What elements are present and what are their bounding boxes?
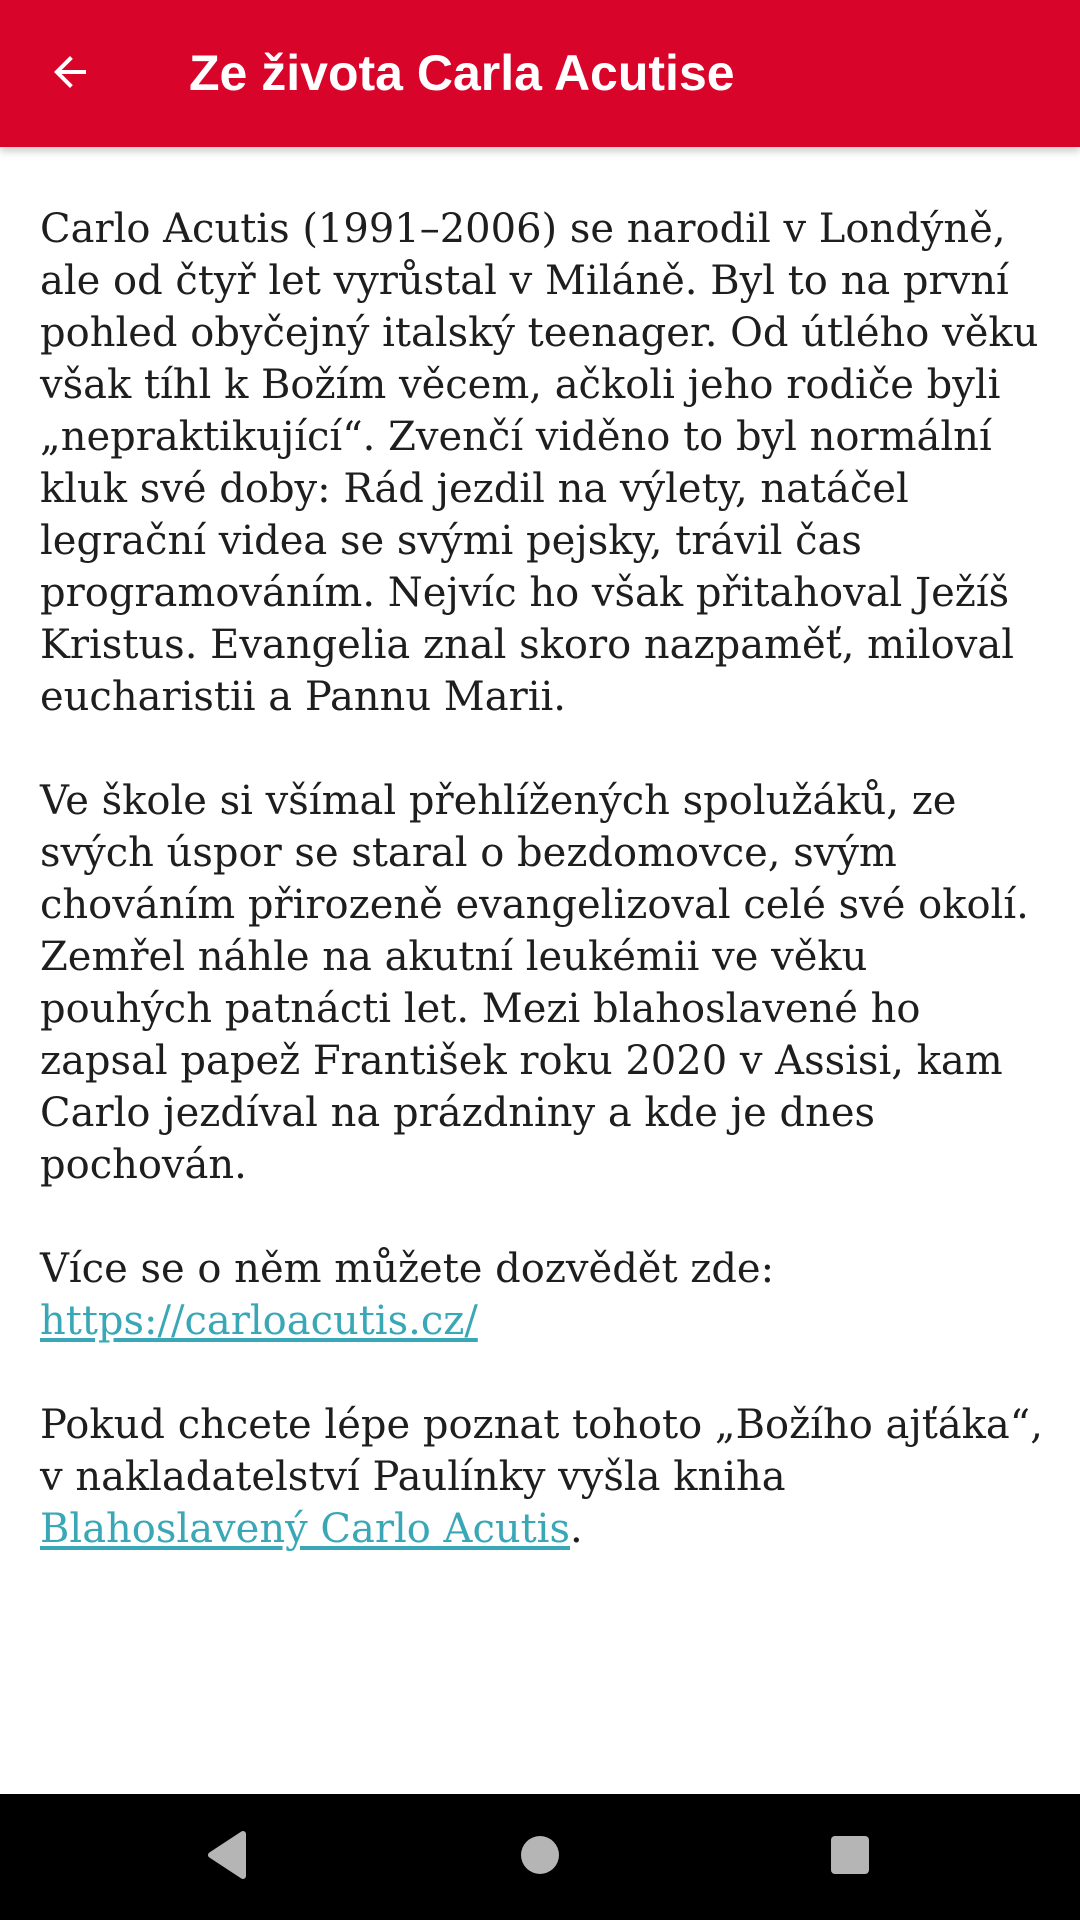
page-title: Ze života Carla Acutise [189,45,735,101]
book-link[interactable]: Blahoslavený Carlo Acutis [40,1506,570,1552]
article-paragraph: Carlo Acutis (1991–2006) se narodil v Londýně, ale od čtyř let vyrůstal v Miláně. Byl to na první pohled obyčejný italský teenager. Od útlého věku však tíhl k Božím věcem, ačkoli jeho rodiče byli „nepraktikující“. Zvenčí viděno to byl normální kluk své doby: Rád jezdil na výlety, natáčel legrační videa se svými pejsky, trávil čas programováním. Nejvíc ho však přitahoval Ježíš Kristus. Evangelia znal skoro nazpaměť, miloval eucharistii a Pannu Marii. [40,206,1039,720]
website-link[interactable]: https://carloacutis.cz/ [40,1298,478,1344]
circle-home-icon [520,1835,560,1879]
back-button[interactable] [28,32,112,116]
nav-home-button[interactable] [477,1794,603,1920]
triangle-back-icon [203,1830,249,1884]
article-content [40,203,1050,1607]
book-text: Pokud chcete lépe poznat tohoto „Božího ajťáka“, v nakladatelství Paulínky vyšla kniha [40,1402,1043,1500]
nav-back-button[interactable] [163,1794,289,1920]
arrow-left-icon [46,48,94,100]
nav-recents-button[interactable] [787,1794,913,1920]
article-paragraph [40,1399,1050,1555]
more-info-text: Více se o něm můžete dozvědět zde: [40,1246,775,1292]
article-paragraph [40,775,1050,1191]
system-nav-bar [0,1794,1080,1920]
sentence-end: . [570,1506,583,1552]
article-paragraph [40,1243,1050,1347]
article-text: Ve škole si všímal přehlížených spolužáků, ze svých úspor se staral o bezdomovce, svým chováním přirozeně evangelizoval celé své okolí. Zemřel náhle na akutní leukémii ve věku pouhých patnácti let. Mezi blahoslavené ho zapsal papež František roku 2020 v Assisi, kam Carlo jezdíval na prázdniny a kde je dnes pochován. [40,778,1029,1188]
square-recents-icon [830,1835,870,1879]
app-bar [0,0,1080,147]
